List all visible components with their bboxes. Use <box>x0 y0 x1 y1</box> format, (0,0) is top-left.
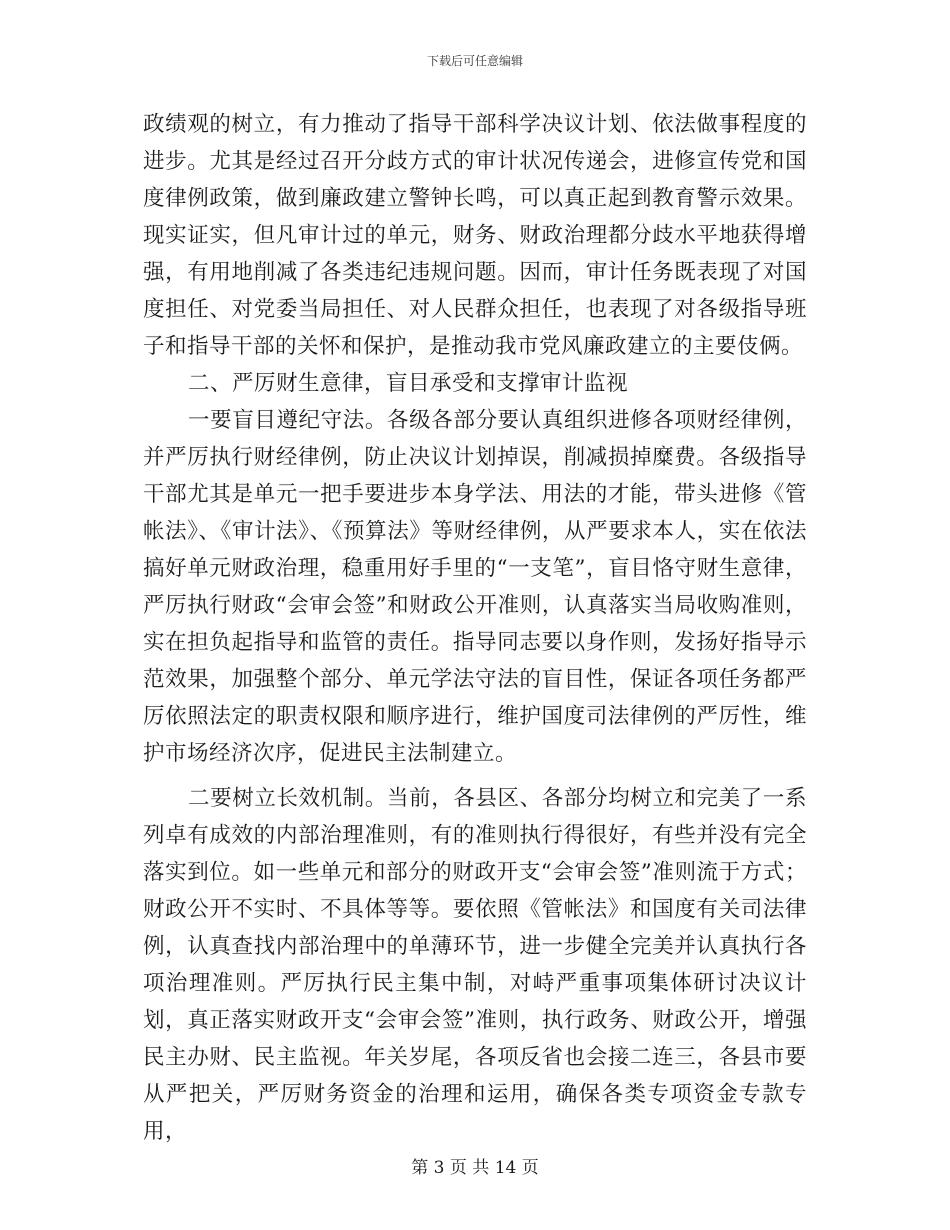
body-paragraph-1: 政绩观的树立，有力推动了指导干部科学决议计划、依法做事程度的进步。尤其是经过召开分歧方式的审计状况传递会，进修宣传党和国度律例政策，做到廉政建立警钟长鸣，可以真正起到教育警示效果。现实证实，但凡审计过的单元，财务、财政治理都分歧水平地获得增强，有用地削减了各类违纪违规问题。因而，审计任务既表现了对国度担任、对党委当局担任、对人民群众担任，也表现了对各级指导班子和指导干部的关怀和保护，是推动我市党风廉政建立的主要伎俩。 <box>143 112 807 359</box>
section-heading-2: 二、严厉财生意律，盲目承受和支撑审计监视 <box>188 371 629 396</box>
page-footer-number: 第 3 页 共 14 页 <box>411 1158 539 1178</box>
body-paragraph-2: 一要盲目遵纪守法。各级各部分要认真组织进修各项财经律例，并严厉执行财经律例，防止决议计划掉误，削减损掉糜费。各级指导干部尤其是单元一把手要进步本身学法、用法的才能，带头进修《管帐法》、《审计法》、《预算法》等财经律例，从严要求本人，实在依法搞好单元财政治理，稳重用好手里的“一支笔”，盲目恪守财生意律，严厉执行财政“会审会签”和财政公开准则，认真落实当局收购准则，实在担负起指导和监管的责任。指导同志要以身作则，发扬好指导示范效果，加强整个部分、单元学法守法的盲目性，保证各项任务都严厉依照法定的职责权限和顺序进行，维护国度司法律例的严厉性，维护市场经济次序，促进民主法制建立。 <box>143 408 807 766</box>
body-paragraph-3: 二要树立长效机制。当前，各县区、各部分均树立和完美了一系列卓有成效的内部治理准则，有的准则执行得很好，有些并没有完全落实到位。如一些单元和部分的财政开支“会审会签”准则流于方式；财政公开不实时、不具体等等。要依照《管帐法》和国度有关司法律例，认真查找内部治理中的单薄环节，进一步健全完美并认真执行各项治理准则。严厉执行民主集中制，对峙严重事项集体研讨决议计划，真正落实财政开支“会审会签”准则，执行政务、财政公开，增强民主办财、民主监视。年关岁尾，各项反省也会接二连三，各县市要从严把关，严厉财务资金的治理和运用，确保各类专项资金专款专用， <box>143 786 807 1144</box>
document-body <box>143 106 807 1150</box>
page-header-note: 下载后可任意编辑 <box>426 54 523 68</box>
